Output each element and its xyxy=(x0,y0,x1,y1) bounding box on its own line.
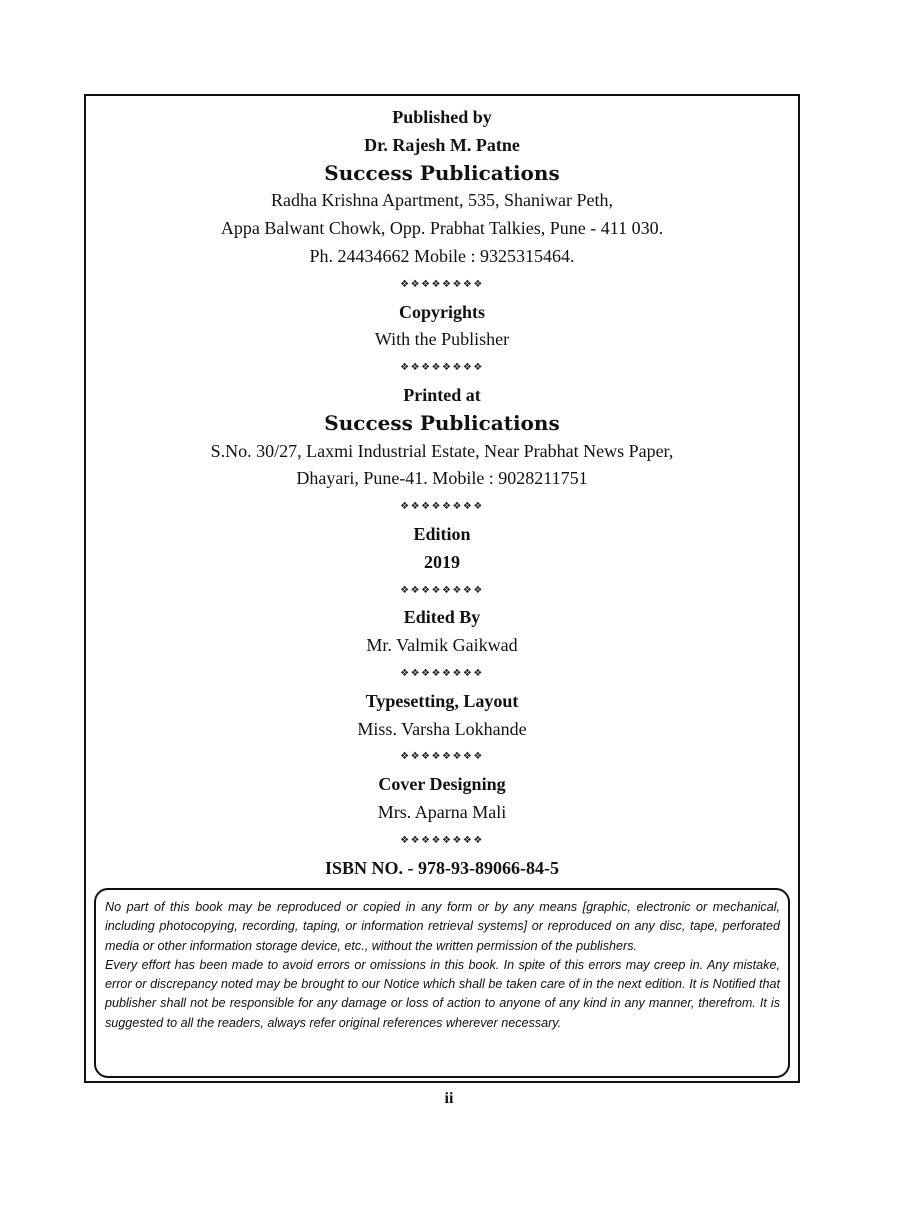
imprint-content xyxy=(86,104,798,882)
notice-paragraph-reproduction: No part of this book may be reproduced or copied in any form or by any means [graphic, electronic or mechanical, including photocopying, recording, taping, or information retrieval systems] or reproduced on any disc, tape, perforated media or other information storage device, etc., without the written permission of the publishers. xyxy=(105,900,780,953)
typesetter-name: Miss. Varsha Lokhande xyxy=(357,718,527,739)
ornament-divider: ❖❖❖❖❖❖❖❖ xyxy=(400,834,484,846)
publisher-phone: Ph. 24434662 Mobile : 9325315464. xyxy=(309,245,575,266)
typesetting-heading: Typesetting, Layout xyxy=(365,690,519,711)
isbn-number: ISBN NO. - 978-93-89066-84-5 xyxy=(325,857,559,878)
ornament-divider: ❖❖❖❖❖❖❖❖ xyxy=(400,667,484,679)
publisher-company: Success Publications xyxy=(324,160,560,185)
publisher-name: Dr. Rajesh M. Patne xyxy=(364,134,520,155)
edition-heading: Edition xyxy=(413,523,471,544)
published-by-heading: Published by xyxy=(392,107,492,127)
ornament-divider: ❖❖❖❖❖❖❖❖ xyxy=(400,501,484,513)
publisher-address-line1: Radha Krishna Apartment, 535, Shaniwar Peth, xyxy=(271,190,613,211)
printer-address-line1: S.No. 30/27, Laxmi Industrial Estate, Near Prabhat News Paper, xyxy=(210,440,674,461)
imprint-frame xyxy=(84,94,800,1083)
edition-year: 2019 xyxy=(424,551,460,572)
cover-designer-name: Mrs. Aparna Mali xyxy=(377,801,507,822)
ornament-divider: ❖❖❖❖❖❖❖❖ xyxy=(400,584,484,596)
cover-heading: Cover Designing xyxy=(378,774,506,795)
copyright-notice-box xyxy=(94,888,790,1078)
printer-address-line2: Dhayari, Pune-41. Mobile : 9028211751 xyxy=(296,468,588,489)
notice-paragraph-errors: Every effort has been made to avoid errors or omissions in this book. In spite of this errors may creep in. Any mistake, error or discrepancy noted may be brought to our Notice which shall be taken care of in the next edition. It is Notified that publisher shall not be responsible for any damage or loss of action to anyone of any kind in any manner, therefrom. It is suggested to all the readers, always refer original references wherever necessary. xyxy=(105,957,780,1030)
publisher-address-line2: Appa Balwant Chowk, Opp. Prabhat Talkies, Pune - 411 030. xyxy=(220,218,664,239)
ornament-divider: ❖❖❖❖❖❖❖❖ xyxy=(400,751,484,763)
copyrights-value: With the Publisher xyxy=(374,329,510,350)
edited-by-heading: Edited By xyxy=(403,607,481,628)
editor-name: Mr. Valmik Gaikwad xyxy=(366,635,518,656)
ornament-divider: ❖❖❖❖❖❖❖❖ xyxy=(400,278,484,290)
copyrights-heading: Copyrights xyxy=(398,301,485,322)
printer-company: Success Publications xyxy=(324,410,560,435)
printed-at-heading: Printed at xyxy=(403,384,481,405)
ornament-divider: ❖❖❖❖❖❖❖❖ xyxy=(400,362,484,374)
page-number: ii xyxy=(444,1090,454,1107)
